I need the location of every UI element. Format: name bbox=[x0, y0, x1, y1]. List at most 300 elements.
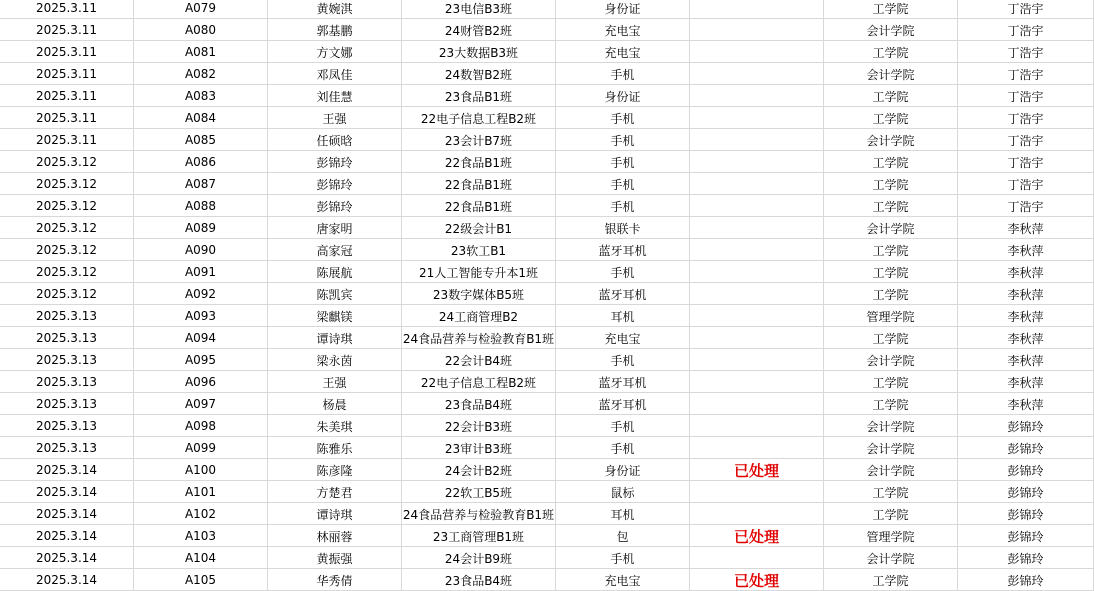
cell-date[interactable] bbox=[0, 481, 134, 503]
table-row bbox=[0, 151, 1094, 173]
cell-id-text: A099 bbox=[184, 441, 217, 455]
cell-item[interactable] bbox=[556, 217, 690, 239]
cell-handler[interactable] bbox=[958, 173, 1094, 195]
cell-class[interactable] bbox=[402, 0, 556, 19]
cell-name[interactable] bbox=[268, 129, 402, 151]
cell-item[interactable] bbox=[556, 173, 690, 195]
cell-class-text: 23食品B4班 bbox=[444, 397, 513, 412]
cell-college-text: 工学院 bbox=[872, 287, 909, 302]
cell-class-text: 22软工B5班 bbox=[444, 485, 513, 500]
cell-date[interactable] bbox=[0, 107, 134, 129]
cell-name[interactable] bbox=[268, 283, 402, 305]
cell-class[interactable] bbox=[402, 63, 556, 85]
cell-handler[interactable] bbox=[958, 239, 1094, 261]
cell-status[interactable] bbox=[690, 63, 824, 85]
table-row bbox=[0, 349, 1094, 371]
cell-college[interactable] bbox=[824, 305, 958, 327]
cell-class-text: 23工商管理B1班 bbox=[432, 529, 525, 544]
cell-status[interactable] bbox=[690, 239, 824, 261]
cell-college[interactable] bbox=[824, 569, 958, 591]
cell-item[interactable] bbox=[556, 371, 690, 393]
cell-id[interactable] bbox=[134, 19, 268, 41]
cell-status[interactable] bbox=[690, 415, 824, 437]
cell-date-text: 2025.3.14 bbox=[35, 529, 98, 543]
cell-name[interactable] bbox=[268, 195, 402, 217]
cell-id-text: A090 bbox=[184, 243, 217, 257]
cell-name-text: 黄振强 bbox=[316, 551, 353, 566]
cell-college[interactable] bbox=[824, 63, 958, 85]
cell-id[interactable] bbox=[134, 503, 268, 525]
cell-id[interactable] bbox=[134, 239, 268, 261]
cell-name[interactable] bbox=[268, 85, 402, 107]
cell-status[interactable] bbox=[690, 481, 824, 503]
cell-date-text: 2025.3.11 bbox=[35, 45, 98, 59]
cell-handler-text: 彭锦玲 bbox=[1007, 441, 1044, 456]
cell-date-text: 2025.3.11 bbox=[35, 1, 98, 15]
cell-id[interactable] bbox=[134, 195, 268, 217]
cell-handler[interactable] bbox=[958, 569, 1094, 591]
cell-college[interactable] bbox=[824, 195, 958, 217]
cell-date-text: 2025.3.11 bbox=[35, 111, 98, 125]
cell-handler[interactable] bbox=[958, 327, 1094, 349]
cell-status[interactable] bbox=[690, 283, 824, 305]
cell-date[interactable] bbox=[0, 569, 134, 591]
cell-status[interactable] bbox=[690, 393, 824, 415]
cell-item-text: 耳机 bbox=[610, 507, 635, 522]
cell-id[interactable] bbox=[134, 173, 268, 195]
cell-class[interactable] bbox=[402, 41, 556, 63]
cell-class[interactable] bbox=[402, 173, 556, 195]
cell-class[interactable] bbox=[402, 437, 556, 459]
cell-date[interactable] bbox=[0, 85, 134, 107]
cell-date-text: 2025.3.13 bbox=[35, 375, 98, 389]
cell-id[interactable] bbox=[134, 85, 268, 107]
cell-handler-text: 丁浩宇 bbox=[1007, 67, 1044, 82]
cell-name[interactable] bbox=[268, 481, 402, 503]
table-row bbox=[0, 305, 1094, 327]
cell-date-text: 2025.3.12 bbox=[35, 155, 98, 169]
cell-class[interactable] bbox=[402, 85, 556, 107]
cell-college[interactable] bbox=[824, 349, 958, 371]
cell-id[interactable] bbox=[134, 415, 268, 437]
cell-id[interactable] bbox=[134, 41, 268, 63]
cell-name[interactable] bbox=[268, 525, 402, 547]
cell-item[interactable] bbox=[556, 569, 690, 591]
cell-id-text: A096 bbox=[184, 375, 217, 389]
cell-item[interactable] bbox=[556, 393, 690, 415]
cell-name[interactable] bbox=[268, 41, 402, 63]
cell-class[interactable] bbox=[402, 525, 556, 547]
cell-handler-text: 彭锦玲 bbox=[1007, 507, 1044, 522]
cell-status[interactable] bbox=[690, 349, 824, 371]
cell-date-text: 2025.3.13 bbox=[35, 419, 98, 433]
cell-college[interactable] bbox=[824, 173, 958, 195]
cell-date-text: 2025.3.13 bbox=[35, 441, 98, 455]
cell-class[interactable] bbox=[402, 151, 556, 173]
cell-item-text: 身份证 bbox=[604, 463, 641, 478]
cell-item[interactable] bbox=[556, 195, 690, 217]
cell-name[interactable] bbox=[268, 0, 402, 19]
cell-college-text: 工学院 bbox=[872, 45, 909, 60]
cell-item[interactable] bbox=[556, 107, 690, 129]
cell-item[interactable] bbox=[556, 349, 690, 371]
cell-college[interactable] bbox=[824, 0, 958, 19]
cell-id[interactable] bbox=[134, 0, 268, 19]
cell-date[interactable] bbox=[0, 503, 134, 525]
cell-id[interactable] bbox=[134, 261, 268, 283]
table-row bbox=[0, 503, 1094, 525]
cell-status[interactable] bbox=[690, 327, 824, 349]
cell-date[interactable] bbox=[0, 261, 134, 283]
cell-status[interactable] bbox=[690, 525, 824, 547]
cell-college[interactable] bbox=[824, 217, 958, 239]
cell-status[interactable] bbox=[690, 129, 824, 151]
cell-id[interactable] bbox=[134, 393, 268, 415]
cell-date[interactable] bbox=[0, 371, 134, 393]
cell-status[interactable] bbox=[690, 151, 824, 173]
table-row bbox=[0, 415, 1094, 437]
cell-handler[interactable] bbox=[958, 459, 1094, 481]
cell-class[interactable] bbox=[402, 195, 556, 217]
cell-class-text: 23大数据B3班 bbox=[438, 45, 519, 60]
cell-name[interactable] bbox=[268, 371, 402, 393]
cell-college[interactable] bbox=[824, 261, 958, 283]
cell-item[interactable] bbox=[556, 547, 690, 569]
cell-id-text: A087 bbox=[184, 177, 217, 191]
cell-class[interactable] bbox=[402, 393, 556, 415]
cell-item[interactable] bbox=[556, 0, 690, 19]
cell-item[interactable] bbox=[556, 525, 690, 547]
cell-id-text: A089 bbox=[184, 221, 217, 235]
table-row bbox=[0, 547, 1094, 569]
cell-handler-text: 彭锦玲 bbox=[1007, 485, 1044, 500]
cell-status[interactable] bbox=[690, 0, 824, 19]
cell-handler[interactable] bbox=[958, 525, 1094, 547]
cell-id-text: A079 bbox=[184, 1, 217, 15]
cell-handler[interactable] bbox=[958, 129, 1094, 151]
cell-date[interactable] bbox=[0, 327, 134, 349]
cell-college[interactable] bbox=[824, 437, 958, 459]
cell-item-text: 手机 bbox=[610, 419, 635, 434]
cell-name[interactable] bbox=[268, 459, 402, 481]
cell-college[interactable] bbox=[824, 283, 958, 305]
cell-date[interactable] bbox=[0, 151, 134, 173]
cell-name-text: 陈展航 bbox=[316, 265, 353, 280]
cell-class[interactable] bbox=[402, 569, 556, 591]
table-row bbox=[0, 0, 1094, 19]
cell-item-text: 手机 bbox=[610, 133, 635, 148]
cell-handler-text: 李秋萍 bbox=[1007, 331, 1044, 346]
cell-status[interactable] bbox=[690, 459, 824, 481]
cell-name-text: 朱美琪 bbox=[316, 419, 353, 434]
cell-date[interactable] bbox=[0, 19, 134, 41]
cell-item-text: 身份证 bbox=[604, 89, 641, 104]
cell-item-text: 手机 bbox=[610, 155, 635, 170]
cell-college[interactable] bbox=[824, 41, 958, 63]
table-row bbox=[0, 569, 1094, 591]
cell-college[interactable] bbox=[824, 239, 958, 261]
cell-date[interactable] bbox=[0, 415, 134, 437]
cell-item[interactable] bbox=[556, 437, 690, 459]
cell-status[interactable] bbox=[690, 19, 824, 41]
cell-class[interactable] bbox=[402, 327, 556, 349]
cell-id[interactable] bbox=[134, 283, 268, 305]
cell-date[interactable] bbox=[0, 239, 134, 261]
cell-date[interactable] bbox=[0, 0, 134, 19]
cell-name-text: 高家冠 bbox=[316, 243, 353, 258]
cell-item-text: 包 bbox=[616, 529, 629, 544]
cell-name[interactable] bbox=[268, 547, 402, 569]
cell-college[interactable] bbox=[824, 151, 958, 173]
cell-college[interactable] bbox=[824, 503, 958, 525]
cell-id[interactable] bbox=[134, 107, 268, 129]
cell-name-text: 刘佳慧 bbox=[316, 89, 353, 104]
cell-handler-text: 李秋萍 bbox=[1007, 287, 1044, 302]
cell-date[interactable] bbox=[0, 63, 134, 85]
cell-item[interactable] bbox=[556, 129, 690, 151]
cell-handler-text: 彭锦玲 bbox=[1007, 419, 1044, 434]
cell-handler[interactable] bbox=[958, 283, 1094, 305]
cell-class[interactable] bbox=[402, 349, 556, 371]
cell-id-text: A080 bbox=[184, 23, 217, 37]
cell-date-text: 2025.3.13 bbox=[35, 353, 98, 367]
cell-handler[interactable] bbox=[958, 195, 1094, 217]
cell-item[interactable] bbox=[556, 305, 690, 327]
cell-date[interactable] bbox=[0, 459, 134, 481]
cell-item[interactable] bbox=[556, 239, 690, 261]
cell-item[interactable] bbox=[556, 261, 690, 283]
cell-status[interactable] bbox=[690, 305, 824, 327]
cell-college[interactable] bbox=[824, 327, 958, 349]
cell-college[interactable] bbox=[824, 393, 958, 415]
cell-item[interactable] bbox=[556, 503, 690, 525]
cell-date-text: 2025.3.14 bbox=[35, 485, 98, 499]
cell-date[interactable] bbox=[0, 393, 134, 415]
cell-item[interactable] bbox=[556, 283, 690, 305]
cell-class[interactable] bbox=[402, 547, 556, 569]
cell-name[interactable] bbox=[268, 217, 402, 239]
cell-name[interactable] bbox=[268, 305, 402, 327]
cell-college[interactable] bbox=[824, 481, 958, 503]
cell-status[interactable] bbox=[690, 107, 824, 129]
cell-college[interactable] bbox=[824, 459, 958, 481]
cell-name-text: 谭诗琪 bbox=[316, 507, 353, 522]
cell-class[interactable] bbox=[402, 415, 556, 437]
table-row bbox=[0, 459, 1094, 481]
cell-status[interactable] bbox=[690, 195, 824, 217]
cell-handler[interactable] bbox=[958, 19, 1094, 41]
cell-item[interactable] bbox=[556, 415, 690, 437]
cell-class[interactable] bbox=[402, 107, 556, 129]
cell-name[interactable] bbox=[268, 393, 402, 415]
cell-status[interactable] bbox=[690, 569, 824, 591]
cell-item[interactable] bbox=[556, 41, 690, 63]
cell-handler[interactable] bbox=[958, 151, 1094, 173]
cell-status[interactable] bbox=[690, 547, 824, 569]
cell-class[interactable] bbox=[402, 371, 556, 393]
cell-class[interactable] bbox=[402, 129, 556, 151]
cell-id[interactable] bbox=[134, 481, 268, 503]
cell-date[interactable] bbox=[0, 41, 134, 63]
cell-name[interactable] bbox=[268, 327, 402, 349]
cell-name[interactable] bbox=[268, 107, 402, 129]
cell-id[interactable] bbox=[134, 217, 268, 239]
cell-date[interactable] bbox=[0, 217, 134, 239]
cell-name[interactable] bbox=[268, 261, 402, 283]
cell-id[interactable] bbox=[134, 305, 268, 327]
cell-name[interactable] bbox=[268, 173, 402, 195]
cell-item[interactable] bbox=[556, 151, 690, 173]
cell-date-text: 2025.3.12 bbox=[35, 243, 98, 257]
cell-id-text: A082 bbox=[184, 67, 217, 81]
table-row bbox=[0, 371, 1094, 393]
cell-status[interactable] bbox=[690, 503, 824, 525]
cell-date[interactable] bbox=[0, 129, 134, 151]
cell-class[interactable] bbox=[402, 19, 556, 41]
cell-date[interactable] bbox=[0, 195, 134, 217]
cell-id-text: A102 bbox=[184, 507, 217, 521]
cell-college[interactable] bbox=[824, 19, 958, 41]
cell-item-text: 蓝牙耳机 bbox=[598, 243, 647, 258]
cell-item-text: 蓝牙耳机 bbox=[598, 397, 647, 412]
cell-college[interactable] bbox=[824, 525, 958, 547]
cell-class-text: 23食品B1班 bbox=[444, 89, 513, 104]
cell-name[interactable] bbox=[268, 349, 402, 371]
cell-college[interactable] bbox=[824, 371, 958, 393]
cell-name-text: 谭诗琪 bbox=[316, 331, 353, 346]
cell-item[interactable] bbox=[556, 327, 690, 349]
cell-id[interactable] bbox=[134, 63, 268, 85]
cell-name[interactable] bbox=[268, 239, 402, 261]
cell-college[interactable] bbox=[824, 547, 958, 569]
cell-name[interactable] bbox=[268, 151, 402, 173]
cell-handler[interactable] bbox=[958, 261, 1094, 283]
cell-item-text: 充电宝 bbox=[604, 331, 641, 346]
cell-date-text: 2025.3.14 bbox=[35, 551, 98, 565]
cell-handler[interactable] bbox=[958, 41, 1094, 63]
cell-item-text: 银联卡 bbox=[604, 221, 641, 236]
cell-class[interactable] bbox=[402, 217, 556, 239]
cell-id[interactable] bbox=[134, 437, 268, 459]
cell-date[interactable] bbox=[0, 349, 134, 371]
cell-class[interactable] bbox=[402, 305, 556, 327]
cell-name[interactable] bbox=[268, 63, 402, 85]
cell-college[interactable] bbox=[824, 85, 958, 107]
cell-college[interactable] bbox=[824, 415, 958, 437]
cell-handler[interactable] bbox=[958, 349, 1094, 371]
cell-id-text: A100 bbox=[184, 463, 217, 477]
cell-name[interactable] bbox=[268, 415, 402, 437]
cell-item[interactable] bbox=[556, 481, 690, 503]
cell-id-text: A105 bbox=[184, 573, 217, 587]
cell-id[interactable] bbox=[134, 459, 268, 481]
cell-college-text: 管理学院 bbox=[866, 309, 915, 324]
cell-item[interactable] bbox=[556, 459, 690, 481]
cell-id[interactable] bbox=[134, 349, 268, 371]
cell-id[interactable] bbox=[134, 525, 268, 547]
cell-handler[interactable] bbox=[958, 547, 1094, 569]
cell-college-text: 会计学院 bbox=[866, 441, 915, 456]
cell-class-text: 24会计B2班 bbox=[444, 463, 513, 478]
cell-status[interactable] bbox=[690, 261, 824, 283]
cell-class[interactable] bbox=[402, 481, 556, 503]
cell-id-text: A086 bbox=[184, 155, 217, 169]
cell-class-text: 24工商管理B2 bbox=[438, 309, 519, 324]
cell-id[interactable] bbox=[134, 569, 268, 591]
cell-handler[interactable] bbox=[958, 503, 1094, 525]
cell-item[interactable] bbox=[556, 85, 690, 107]
cell-status[interactable] bbox=[690, 173, 824, 195]
cell-item-text: 充电宝 bbox=[604, 45, 641, 60]
cell-name-text: 王强 bbox=[322, 111, 347, 126]
cell-name[interactable] bbox=[268, 503, 402, 525]
cell-college-text: 工学院 bbox=[872, 199, 909, 214]
cell-handler[interactable] bbox=[958, 437, 1094, 459]
cell-name[interactable] bbox=[268, 19, 402, 41]
cell-id[interactable] bbox=[134, 327, 268, 349]
cell-handler[interactable] bbox=[958, 305, 1094, 327]
cell-name-text: 杨晨 bbox=[322, 397, 347, 412]
cell-id[interactable] bbox=[134, 547, 268, 569]
cell-class[interactable] bbox=[402, 283, 556, 305]
cell-id-text: A084 bbox=[184, 111, 217, 125]
cell-name[interactable] bbox=[268, 569, 402, 591]
cell-handler[interactable] bbox=[958, 217, 1094, 239]
cell-handler-text: 彭锦玲 bbox=[1007, 463, 1044, 478]
cell-id[interactable] bbox=[134, 129, 268, 151]
cell-date[interactable] bbox=[0, 283, 134, 305]
cell-class[interactable] bbox=[402, 239, 556, 261]
cell-handler-text: 李秋萍 bbox=[1007, 353, 1044, 368]
cell-college-text: 会计学院 bbox=[866, 419, 915, 434]
cell-status[interactable] bbox=[690, 437, 824, 459]
cell-status[interactable] bbox=[690, 85, 824, 107]
cell-handler-text: 丁浩宇 bbox=[1007, 1, 1044, 16]
cell-handler[interactable] bbox=[958, 415, 1094, 437]
cell-status[interactable] bbox=[690, 371, 824, 393]
cell-date[interactable] bbox=[0, 547, 134, 569]
cell-id[interactable] bbox=[134, 371, 268, 393]
cell-date[interactable] bbox=[0, 525, 134, 547]
cell-college-text: 会计学院 bbox=[866, 67, 915, 82]
cell-handler[interactable] bbox=[958, 481, 1094, 503]
cell-handler[interactable] bbox=[958, 393, 1094, 415]
cell-handler[interactable] bbox=[958, 371, 1094, 393]
cell-date[interactable] bbox=[0, 305, 134, 327]
cell-item[interactable] bbox=[556, 63, 690, 85]
cell-status[interactable] bbox=[690, 217, 824, 239]
cell-class[interactable] bbox=[402, 261, 556, 283]
cell-class-text: 22食品B1班 bbox=[444, 177, 513, 192]
cell-college-text: 工学院 bbox=[872, 507, 909, 522]
cell-college[interactable] bbox=[824, 107, 958, 129]
cell-item[interactable] bbox=[556, 19, 690, 41]
cell-date[interactable] bbox=[0, 437, 134, 459]
cell-class[interactable] bbox=[402, 503, 556, 525]
cell-name[interactable] bbox=[268, 437, 402, 459]
cell-class[interactable] bbox=[402, 459, 556, 481]
cell-college[interactable] bbox=[824, 129, 958, 151]
cell-handler[interactable] bbox=[958, 63, 1094, 85]
cell-id[interactable] bbox=[134, 151, 268, 173]
cell-handler[interactable] bbox=[958, 0, 1094, 19]
cell-handler[interactable] bbox=[958, 107, 1094, 129]
cell-handler-text: 彭锦玲 bbox=[1007, 551, 1044, 566]
cell-handler[interactable] bbox=[958, 85, 1094, 107]
cell-date[interactable] bbox=[0, 173, 134, 195]
cell-handler-text: 李秋萍 bbox=[1007, 221, 1044, 236]
cell-status[interactable] bbox=[690, 41, 824, 63]
